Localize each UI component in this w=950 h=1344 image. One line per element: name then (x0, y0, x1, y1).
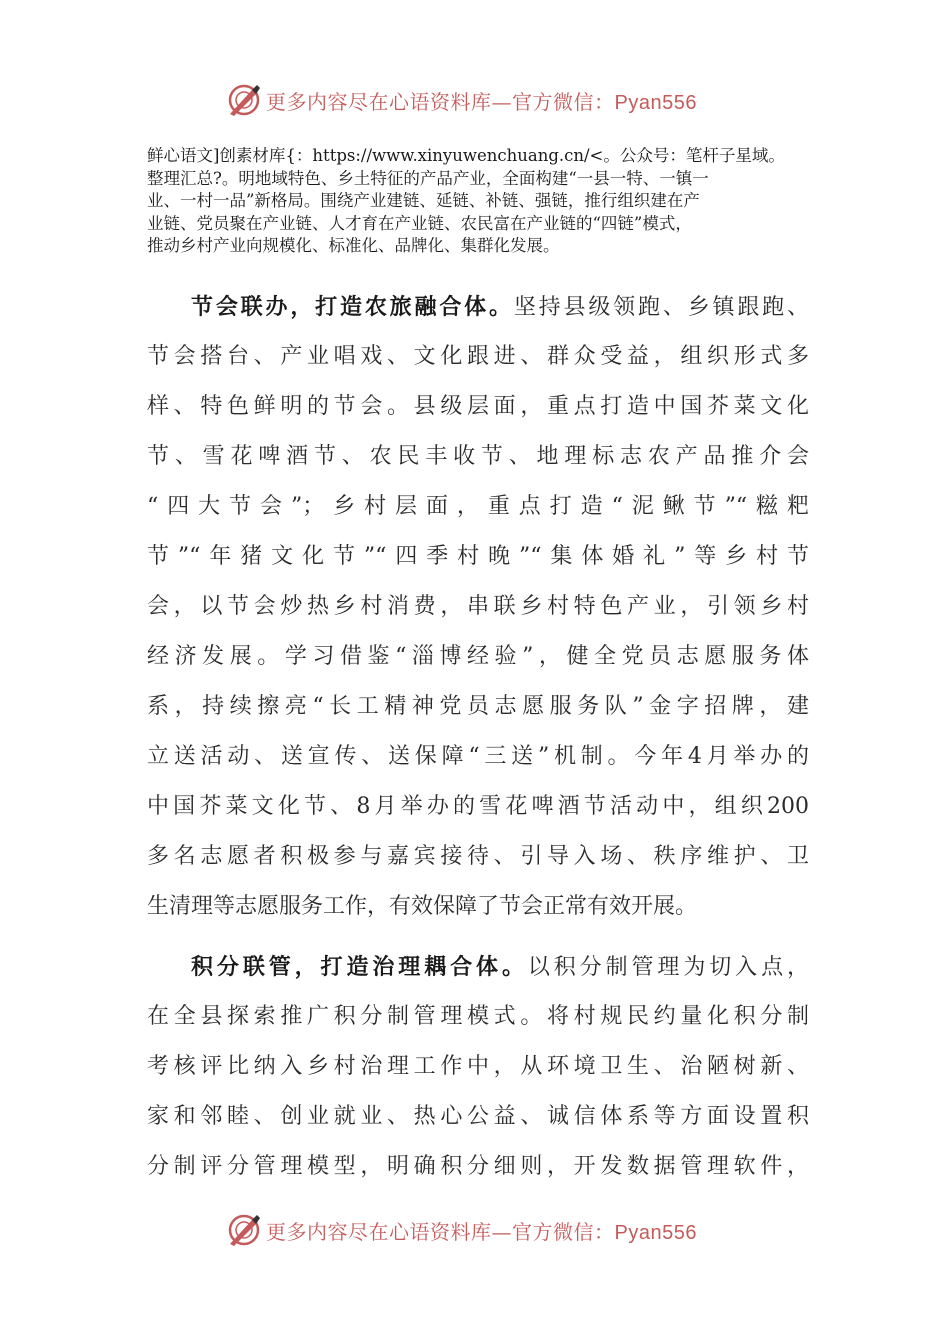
header-banner (0, 80, 950, 120)
intro-line: 鲜心语文]创素材库{：https://www.xinyuwenchuang.cn/<。公众号：笔杆子星域。 (147, 146, 785, 165)
paragraph-heading: 积分联管，打造治理耦合体。 (191, 954, 528, 980)
paragraph-line: 节”“年猪文化节”“四季村晚”“集体婚礼”等乡村节 (147, 544, 809, 569)
paragraph-line: 分制评分管理模型，明确积分细则，开发数据管理软件， (147, 1154, 809, 1179)
wechat-id: Pyan556 (614, 92, 697, 114)
paragraph-line: 家和邻睦、创业就业、热心公益、诚信体系等方面设置积 (147, 1104, 809, 1129)
paragraph-line: 节会搭台、产业唱戏、文化跟进、群众受益，组织形式多 (147, 344, 809, 369)
paragraph-line: 生清理等志愿服务工作，有效保障了节会正常有效开展。 (147, 894, 698, 919)
banner-text: 更多内容尽在心语资料库—官方微信：Pyan556 (266, 1220, 697, 1244)
intro-line: 整理汇总?。明地域特色、乡土特征的产品产业，全面构建“一县一特、一镇一 (147, 168, 709, 188)
paragraph-festival (147, 282, 809, 932)
banner-text: 更多内容尽在心语资料库—官方微信：Pyan556 (266, 90, 697, 114)
paragraph-line: 考核评比纳入乡村治理工作中，从环境卫生、治陋树新、 (147, 1054, 809, 1079)
intro-line: 推动乡村产业向规模化、标准化、品牌化、集群化发展。 (147, 236, 560, 255)
intro-block (147, 145, 827, 258)
footer-banner (0, 1210, 950, 1250)
paragraph-line: 中国芥菜文化节、8月举办的雪花啤酒节活动中，组织200 (147, 794, 809, 819)
paragraph-line: 系，持续擦亮“长工精神党员志愿服务队”金字招牌，建 (147, 694, 809, 719)
paragraph-first-line: 积分联管，打造治理耦合体。以积分制管理为切入点， (191, 954, 809, 980)
pen-logo-icon (226, 82, 262, 118)
paragraph-line: 样、特色鲜明的节会。县级层面，重点打造中国芥菜文化 (147, 394, 809, 419)
wechat-id: Pyan556 (614, 1222, 697, 1244)
intro-line: 业、一村一品”新格局。围绕产业建链、延链、补链、强链，推行组织建在产 (147, 191, 700, 210)
intro-line: 业链、党员聚在产业链、人才育在产业链、农民富在产业链的“四链”模式， (147, 213, 692, 233)
paragraph-line: 会，以节会炒热乡村消费，串联乡村特色产业，引领乡村 (147, 594, 809, 619)
paragraph-heading: 节会联办，打造农旅融合体。 (191, 294, 514, 320)
paragraph-line: 立送活动、送宣传、送保障“三送”机制。今年4月举办的 (147, 744, 809, 769)
paragraph-line: 节、雪花啤酒节、农民丰收节、地理标志农产品推介会 (147, 444, 809, 469)
paragraph-first-line: 节会联办，打造农旅融合体。坚持县级领跑、乡镇跟跑、 (191, 294, 809, 320)
paragraph-line: “四大节会”；乡村层面，重点打造“泥鳅节”“糍粑 (147, 494, 809, 519)
pen-logo-icon (226, 1212, 262, 1248)
paragraph-line: 经济发展。学习借鉴“淄博经验”，健全党员志愿服务体 (147, 644, 809, 669)
paragraph-line: 多名志愿者积极参与嘉宾接待、引导入场、秩序维护、卫 (147, 844, 809, 869)
paragraph-points (147, 942, 809, 1192)
paragraph-line: 在全县探索推广积分制管理模式。将村规民约量化积分制 (147, 1004, 809, 1029)
